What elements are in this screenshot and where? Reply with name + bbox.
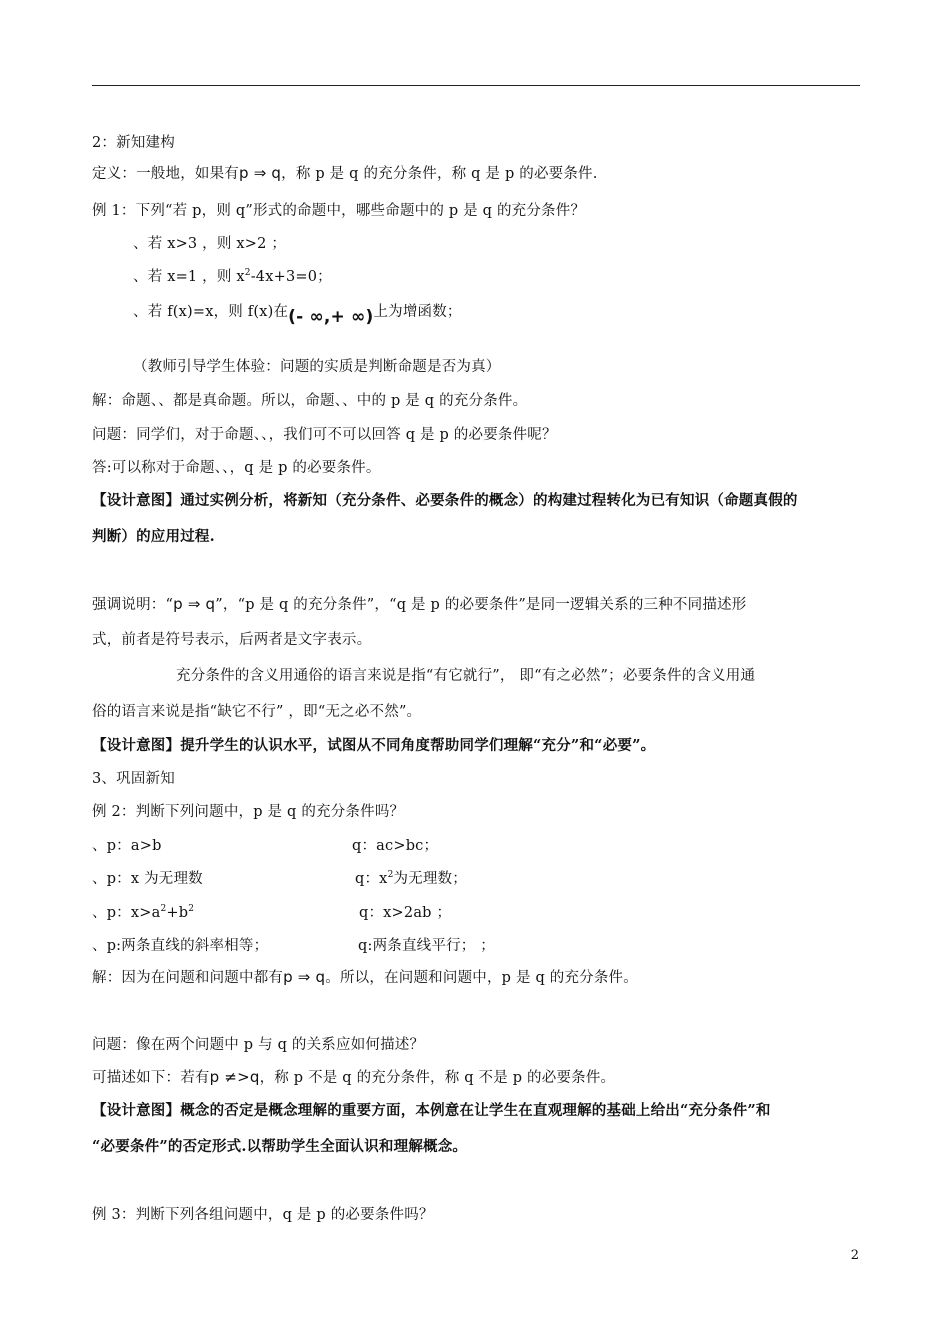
solution-2-post: 。所以，在问题和问题中，p 是 q 的充分条件。	[325, 970, 638, 986]
emphasis-post: ”，“p 是 q 的充分条件”，“q 是 p 的必要条件”是同一逻辑关系的三种不同描述形	[215, 597, 747, 613]
describe-line	[92, 1067, 615, 1088]
row-4-p: 、p:两条直线的斜率相等；	[92, 938, 269, 954]
design-intent-1-line-1: 【设计意图】通过实例分析，将新知（充分条件、必要条件的概念）的构建过程转化为已有知识（命题真假的	[92, 492, 798, 509]
item-3-post: 上为增函数；	[373, 304, 462, 320]
meaning-line-1: 充分条件的含义用通俗的语言来说是指“有它就行”， 即“有之必然”；必要条件的含义用通	[176, 668, 756, 684]
row-4-q: q:两条直线平行； ；	[358, 938, 495, 954]
definition-line	[92, 163, 598, 184]
design-intent-3-line-2: “必要条件”的否定形式.以帮助学生全面认识和理解概念。	[92, 1138, 468, 1155]
design-intent-1-line-2: 判断）的应用过程.	[92, 528, 215, 545]
emphasis-pre: 强调说明：“	[92, 597, 174, 613]
example-3-title: 例 3：判断下列各组问题中，q 是 p 的必要条件吗？	[92, 1207, 434, 1223]
row-1-p: 、p：a>b	[92, 838, 162, 854]
question-1: 问题：同学们，对于命题、、，我们可不可以回答 q 是 p 的必要条件呢？	[92, 427, 557, 443]
definition-pre: 定义：一般地，如果有	[92, 166, 239, 182]
example-2-title: 例 2：判断下列问题中，p 是 q 的充分条件吗？	[92, 804, 405, 820]
page-number: 2	[850, 1248, 859, 1263]
section-2-title: 2：新知建构	[92, 135, 175, 151]
implies-symbol: p ⇒ q	[239, 164, 282, 182]
solution-2-symbol: p ⇒ q	[283, 968, 326, 986]
row-3-p: 、p：$x>a^2+b^2$	[92, 904, 195, 921]
emphasis-line-1	[92, 594, 746, 615]
item-2-sup: 2	[244, 268, 251, 278]
example-2-row-4	[92, 936, 495, 956]
definition-post: ，称 p 是 q 的充分条件，称 q 是 p 的必要条件.	[281, 166, 598, 182]
row-1-q: q：ac>bc；	[352, 838, 439, 854]
example-1-title: 例 1：下列“若 p，则 q”形式的命题中，哪些命题中的 p 是 q 的充分条件？	[92, 203, 586, 219]
emphasis-symbol: p ⇒ q	[173, 595, 216, 613]
meaning-line-2: 俗的语言来说是指“缺它不行” ，即“无之必不然”。	[92, 704, 422, 720]
item-2-pre: 、若 x=1 ，则 x	[133, 269, 245, 285]
solution-2-pre: 解：因为在问题和问题中都有	[92, 970, 284, 986]
emphasis-line-2: 式，前者是符号表示，后两者是文字表示。	[92, 632, 372, 648]
design-intent-2: 【设计意图】提升学生的认识水平，试图从不同角度帮助同学们理解“充分”和“必要”。	[92, 737, 656, 754]
teacher-note: （教师引导学生体验：问题的实质是判断命题是否为真）	[133, 359, 501, 375]
example-1-item-1: 、若 x>3 ，则 x>2 ；	[133, 236, 287, 252]
example-1-item-3	[133, 301, 462, 327]
answer-1: 答:可以称对于命题、、，q 是 p 的必要条件。	[92, 460, 381, 476]
item-2-post: -4x+3=0；	[250, 269, 332, 285]
describe-pre: 可描述如下：若有	[92, 1070, 210, 1086]
header-rule	[92, 85, 860, 86]
interval-expression: (- ∞,+ ∞)	[288, 307, 374, 327]
item-3-pre: 、若 f(x)=x，则 f(x)在	[133, 304, 289, 320]
design-intent-3-line-1: 【设计意图】概念的否定是概念理解的重要方面，本例意在让学生在直观理解的基础上给出“充分条件”和	[92, 1102, 771, 1119]
example-2-row-2	[92, 869, 467, 889]
row-2-p: 、p：x 为无理数	[92, 871, 203, 887]
section-3-title: 3、巩固新知	[92, 771, 175, 787]
example-2-row-3	[92, 903, 452, 923]
solution-1: 解：命题、、都是真命题。所以，命题、、中的 p 是 q 的充分条件。	[92, 393, 528, 409]
describe-post: ，称 p 不是 q 的充分条件，称 q 不是 p 的必要条件。	[259, 1070, 616, 1086]
example-1-item-2	[133, 267, 332, 287]
row-3-q: q：x>2ab ；	[359, 905, 452, 921]
solution-2	[92, 967, 638, 988]
not-implies-symbol: p ≠>q	[209, 1068, 260, 1086]
row-2-q: q：$x^2$为无理数；	[355, 870, 467, 887]
question-2: 问题：像在两个问题中 p 与 q 的关系应如何描述？	[92, 1037, 425, 1053]
example-2-row-1	[92, 836, 439, 856]
